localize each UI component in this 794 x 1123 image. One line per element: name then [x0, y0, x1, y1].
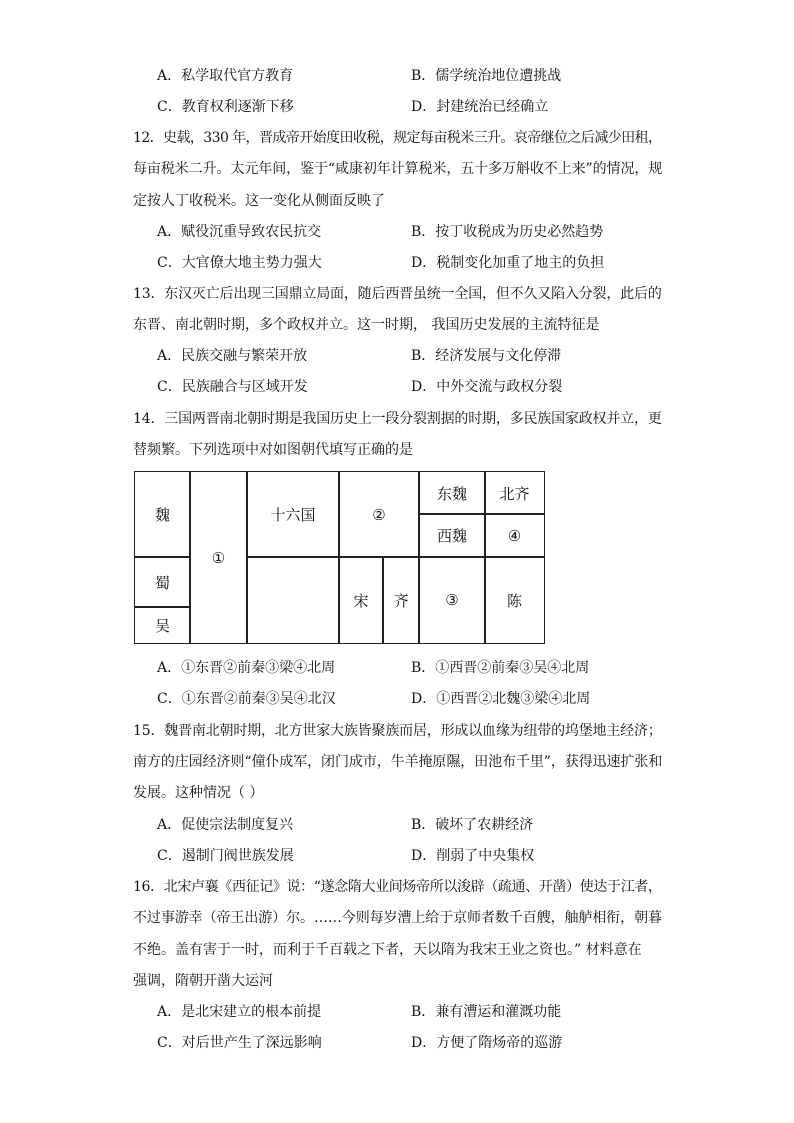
q16-option-d: D．方便了隋炀帝的巡游	[411, 1035, 563, 1051]
q13-option-d: D．中外交流与政权分裂	[411, 379, 563, 395]
cell-qi: 齐	[382, 556, 420, 644]
q13-stem-line-1: 13．东汉灭亡后出现三国鼎立局面，随后西晋虽统一全国，但不久又陷入分裂，此后的	[133, 286, 662, 302]
q15-option-d: D．削弱了中央集权	[411, 848, 535, 864]
cell-sixteen-kingdoms: 十六国	[246, 471, 340, 558]
q14-stem-line-1: 14．三国两晋南北朝时期是我国历史上一段分裂割据的时期，多民族国家政权并立，更	[133, 411, 662, 427]
q12-option-c: C．大官僚大地主势力强大	[157, 255, 322, 271]
q15-option-c: C．遏制门阀世族发展	[157, 848, 294, 864]
q13-stem-line-2: 东晋、南北朝时期，多个政权并立。这一时期， 我国历史发展的主流特征是	[133, 317, 600, 333]
q12-option-a: A．赋役沉重导致农民抗交	[157, 224, 322, 240]
cell-blank-2: ②	[338, 471, 420, 558]
cell-wei: 魏	[134, 471, 191, 558]
q16-stem-line-1: 16．北宋卢襄《西征记》说：“遂念隋大业间炀帝所以浚辟（疏通、开凿）使达于江者，	[133, 879, 662, 895]
q14-option-a: A．①东晋②前秦③梁④北周	[157, 660, 336, 676]
q14-option-d: D．①西晋②北魏③梁④北周	[411, 691, 591, 707]
cell-empty	[246, 556, 340, 644]
q13-option-a: A．民族交融与繁荣开放	[157, 348, 308, 364]
q15-stem-line-3: 发展。这种情况（ ）	[133, 785, 264, 801]
cell-blank-1: ①	[189, 471, 248, 644]
q16-option-c: C．对后世产生了深远影响	[157, 1035, 322, 1051]
q15-option-b: B．破坏了农耕经济	[411, 817, 534, 833]
cell-blank-3: ③	[418, 556, 486, 644]
q12-stem-line-3: 定按人丁收税米。这一变化从侧面反映了	[133, 193, 385, 209]
q15-stem-line-2: 南方的庄园经济则“僮仆成军，闭门成市，牛羊掩原隰，田池布千里”，获得迅速扩张和	[133, 754, 663, 770]
q12-stem-line-2: 每亩税米二升。太元年间，鉴于“咸康初年计算税米，五十多万斛收不上来”的情况，规	[133, 161, 663, 177]
q13-option-b: B．经济发展与文化停滞	[411, 348, 562, 364]
q13-option-c: C．民族融合与区域开发	[157, 379, 308, 395]
cell-dongwei: 东魏	[418, 471, 486, 515]
cell-wu: 吴	[134, 606, 191, 644]
q16-option-b: B．兼有漕运和灌溉功能	[411, 1004, 562, 1020]
cell-song: 宋	[338, 556, 384, 644]
q16-stem-line-2: 不过事游幸（帝王出游）尔。……今则每岁漕上给于京师者数千百艘，舳舻相衔，朝暮	[133, 910, 662, 926]
q15-stem-line-1: 15．魏晋南北朝时期，北方世家大族皆聚族而居，形成以血缘为纽带的坞堡地主经济；	[133, 723, 662, 739]
q14-option-c: C．①东晋②前秦③吴④北汉	[157, 691, 336, 707]
q16-stem-line-3: 不绝。盖有害于一时，而利于千百载之下者，天以隋为我宋王业之资也。” 材料意在	[133, 942, 642, 958]
cell-blank-4: ④	[484, 513, 545, 558]
q16-option-a: A．是北宋建立的根本前提	[157, 1004, 322, 1020]
q11-option-a: A．私学取代官方教育	[157, 68, 294, 84]
q16-stem-line-4: 强调，隋朝开凿大运河	[133, 973, 273, 989]
q11-option-b: B．儒学统治地位遭挑战	[411, 68, 562, 84]
q12-option-b: B．按丁收税成为历史必然趋势	[411, 224, 604, 240]
q14-stem-line-2: 替频繁。下列选项中对如图朝代填写正确的是	[133, 442, 413, 458]
q11-option-d: D．封建统治已经确立	[411, 99, 549, 115]
q14-option-b: B．①西晋②前秦③吴④北周	[411, 660, 590, 676]
q11-option-c: C．教育权利逐渐下移	[157, 99, 294, 115]
q15-option-a: A．促使宗法制度复兴	[157, 817, 294, 833]
cell-shu: 蜀	[134, 556, 191, 608]
cell-xiwei: 西魏	[418, 513, 486, 558]
q12-stem-line-1: 12．史载，330 年，晋成帝开始度田收税，规定每亩税米三升。哀帝继位之后减少田租，	[133, 130, 662, 146]
q12-option-d: D．税制变化加重了地主的负担	[411, 255, 605, 271]
cell-beiqi: 北齐	[484, 471, 545, 515]
cell-chen: 陈	[484, 556, 545, 644]
